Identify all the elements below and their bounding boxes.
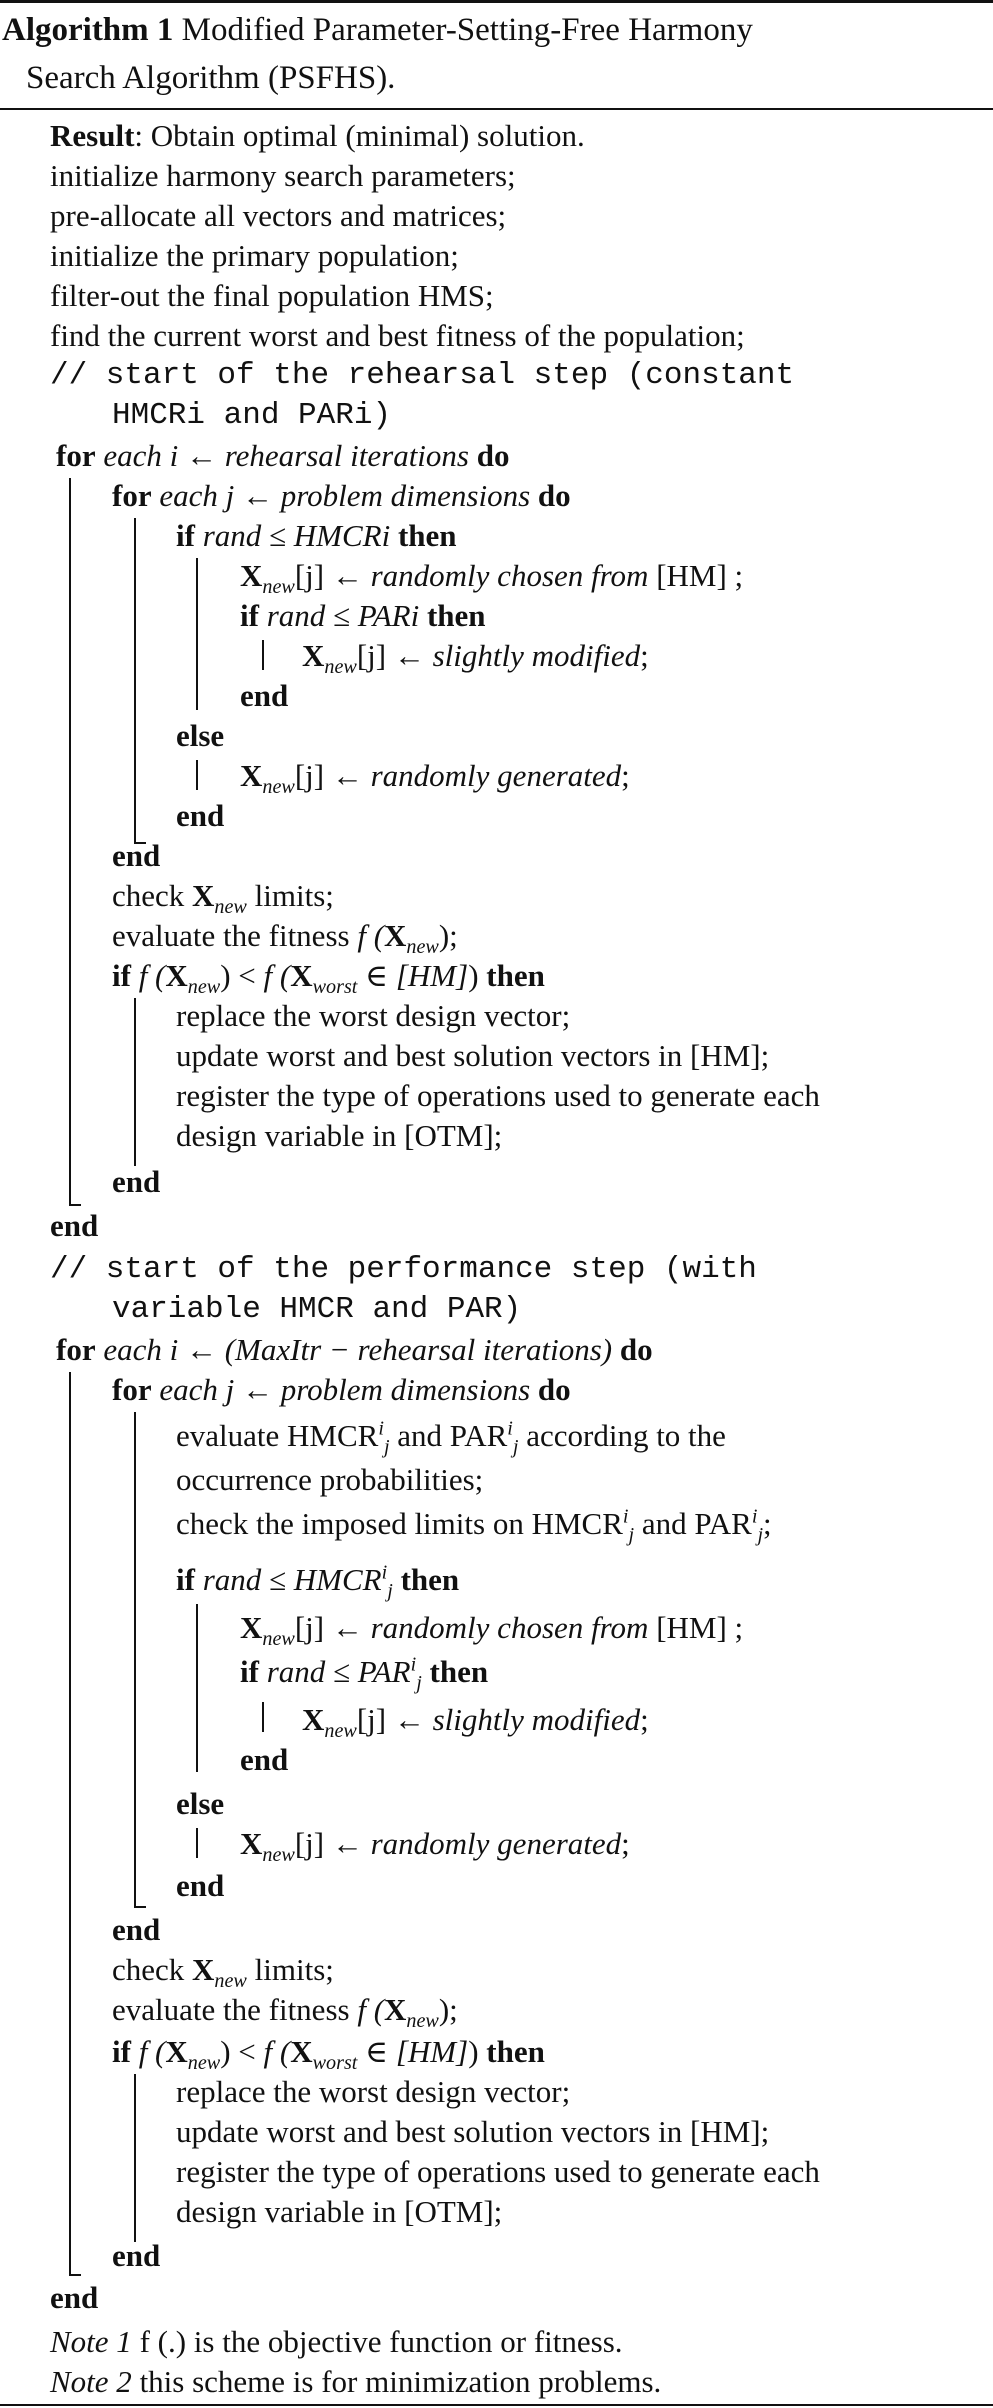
register-line-2-cont: design variable in [OTM];	[176, 2194, 503, 2229]
bottom-rule	[0, 2404, 993, 2406]
evaluate-fitness-2: evaluate the fitness f $(X_{new})$;	[112, 1992, 458, 2033]
for-j-bar-2-foot	[134, 1906, 146, 1908]
for-i-bar-1	[69, 478, 71, 1206]
end-for-j-2: end	[112, 1912, 161, 1947]
end-if-better-2: end	[112, 2238, 161, 2273]
for-i-bar-2-foot	[69, 2274, 81, 2276]
x-new-modified-2: $X_{new}[j]$ ← slightly modified;	[302, 1702, 649, 1743]
if-hmcri-bar	[196, 558, 198, 710]
find-worst-line: find the current worst and best fitness of the population;	[50, 318, 745, 353]
x-new-generated-1: $X_{new}[j]$ ← randomly generated;	[240, 758, 630, 799]
comment-performance: // start of the performance step (with	[50, 1252, 757, 1287]
register-line-1-cont: design variable in [OTM];	[176, 1118, 503, 1153]
if-hmcr-bar	[196, 1604, 198, 1772]
result-line: Result: Obtain optimal (minimal) solution.	[50, 118, 585, 153]
x-new-generated-2: $X_{new}[j]$ ← randomly generated;	[240, 1826, 630, 1867]
end-if-par-2: end	[240, 1742, 289, 1777]
algorithm-title-cont: Search Algorithm (PSFHS).	[26, 60, 396, 96]
for-performance-line: for each i ← (MaxItr − rehearsal iterations) do	[56, 1332, 653, 1367]
register-line-2: register the type of operations used to generate each	[176, 2154, 820, 2189]
for-rehearsal-line: for each i ← rehearsal iterations do	[56, 438, 510, 473]
init-params-line: initialize harmony search parameters;	[50, 158, 516, 193]
if-better-bar-2	[134, 2074, 136, 2242]
comment-rehearsal: // start of the rehearsal step (constant	[50, 358, 795, 393]
check-limits-2: check $X_{new}$ limits;	[112, 1952, 334, 1993]
evaluate-fitness-1: evaluate the fitness f $(X_{new})$;	[112, 918, 458, 959]
x-new-chosen-2: $X_{new}[j]$ ← randomly chosen from [HM] ;	[240, 1610, 744, 1651]
end-if-hmcri: end	[176, 798, 225, 833]
check-limits-1: check $X_{new}$ limits;	[112, 878, 334, 919]
else-bar-1	[196, 760, 198, 790]
occurrence-line: occurrence probabilities;	[176, 1462, 484, 1497]
comment-performance-cont: variable HMCR and PAR)	[112, 1292, 522, 1327]
register-line-1: register the type of operations used to generate each	[176, 1078, 820, 1113]
comment-rehearsal-cont: HMCRi and PARi)	[112, 398, 392, 433]
update-line-1: update worst and best solution vectors in [HM];	[176, 1038, 770, 1073]
end-if-pari-1: end	[240, 678, 289, 713]
else-bar-2	[196, 1828, 198, 1858]
init-pop-line: initialize the primary population;	[50, 238, 459, 273]
else-line-1: else	[176, 718, 225, 753]
algorithm-label: Algorithm 1	[2, 12, 174, 48]
algorithm-caption-line1	[2, 6, 753, 54]
title-rule	[0, 108, 993, 110]
if-better-line-1: if f $(X_{new}) < f$ ($X_{worst}$ ∈ [HM]) then	[112, 958, 545, 999]
if-hmcr-line: if rand ≤ $HMCR^i_j$ then	[176, 1561, 460, 1603]
if-better-bar-1	[134, 998, 136, 1166]
if-par-line: if rand ≤ $PAR^i_j$ then	[240, 1653, 489, 1695]
algorithm-caption-line2	[26, 54, 395, 102]
x-new-chosen-1: $X_{new}[j]$ ← randomly chosen from [HM] ;	[240, 558, 744, 599]
x-new-modified-1: $X_{new}[j]$ ← slightly modified;	[302, 638, 649, 679]
replace-line-2: replace the worst design vector;	[176, 2074, 571, 2109]
if-par-bar	[262, 1702, 264, 1732]
if-pari-line: if rand ≤ PARi then	[240, 598, 486, 633]
for-i-bar-2	[69, 1372, 71, 2276]
check-imposed-line: check the imposed limits on $HMCR^i_j$ and $PAR^i_j$;	[176, 1505, 772, 1547]
end-if-better-1: end	[112, 1164, 161, 1199]
end-for-j-1: end	[112, 838, 161, 873]
for-j-line-1: for each j ← problem dimensions do	[112, 478, 571, 513]
filter-line: filter-out the final population HMS;	[50, 278, 494, 313]
for-j-line-2: for each j ← problem dimensions do	[112, 1372, 571, 1407]
replace-line-1: replace the worst design vector;	[176, 998, 571, 1033]
for-j-bar-2	[134, 1412, 136, 1908]
else-line-2: else	[176, 1786, 225, 1821]
if-hmcri-line: if rand ≤ HMCRi then	[176, 518, 457, 553]
end-if-hmcr-2: end	[176, 1868, 225, 1903]
algorithm-title: Modified Parameter-Setting-Free Harmony	[181, 12, 753, 48]
end-for-i-1: end	[50, 1208, 99, 1243]
update-line-2: update worst and best solution vectors in [HM];	[176, 2114, 770, 2149]
if-pari-bar	[262, 640, 264, 670]
for-j-bar-1	[134, 518, 136, 844]
end-for-i-2: end	[50, 2280, 99, 2315]
eval-hmcr-par-line: evaluate $HMCR^i_j$ and $PAR^i_j$ according to the	[176, 1417, 726, 1459]
top-rule	[0, 0, 993, 3]
prealloc-line: pre-allocate all vectors and matrices;	[50, 198, 507, 233]
note-1: Note 1 f (.) is the objective function or fitness.	[50, 2324, 623, 2359]
note-2: Note 2 this scheme is for minimization problems.	[50, 2364, 662, 2399]
if-better-line-2: if f $(X_{new}) < f$ ($X_{worst}$ ∈ [HM]) then	[112, 2034, 545, 2075]
